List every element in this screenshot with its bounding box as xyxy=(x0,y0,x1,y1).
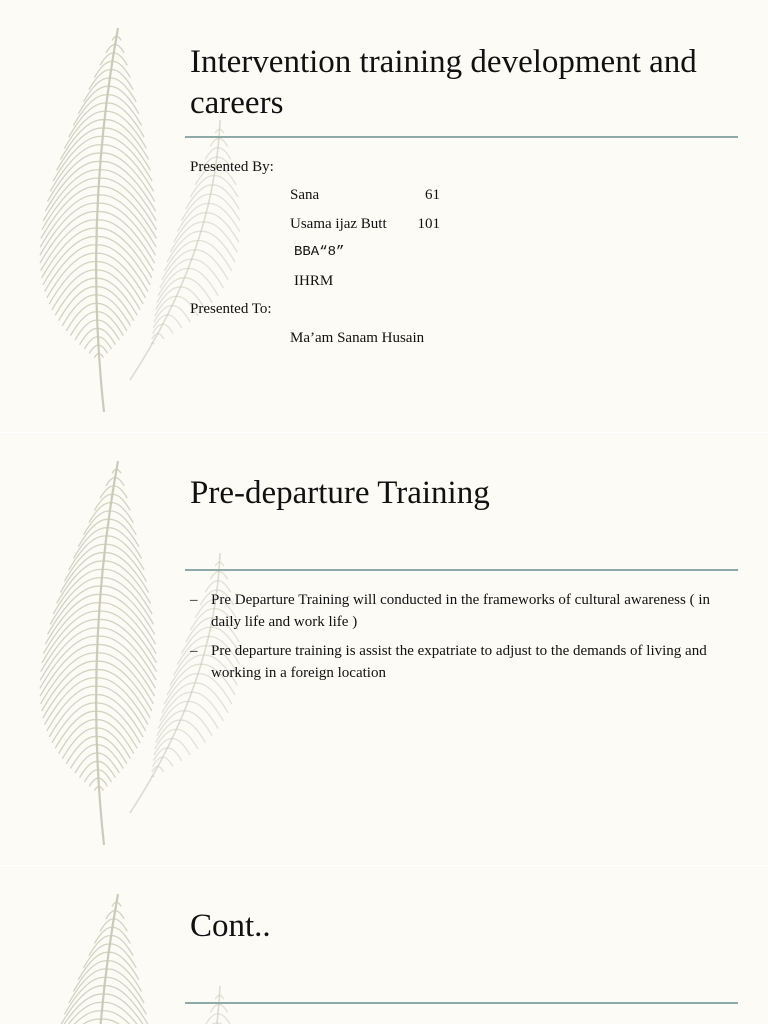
title-divider xyxy=(185,1002,738,1004)
dash-marker: – xyxy=(190,643,198,659)
course-label: IHRM xyxy=(294,273,334,289)
slide-title: Intervention training development and careers xyxy=(190,44,697,121)
presenter-roll: 101 xyxy=(417,216,440,232)
bullet-text: Pre Departure Training will conducted in the frameworks of cultural awareness ( in daily life and work life ) xyxy=(211,592,711,630)
class-label: BBA“8” xyxy=(294,244,345,260)
presented-by-label: Presented By: xyxy=(190,159,274,175)
slide-title: Pre-departure Training xyxy=(190,475,490,511)
list-item xyxy=(190,641,720,684)
presented-to-label: Presented To: xyxy=(190,301,272,317)
bullet-text: Pre departure training is assist the expatriate to adjust to the demands of living and working in a foreign location xyxy=(211,643,707,681)
title-divider xyxy=(185,136,738,138)
slide-2 xyxy=(0,433,768,865)
bullet-list xyxy=(190,590,720,692)
slide-1 xyxy=(0,0,768,432)
presenter-name: Sana xyxy=(290,187,320,203)
title-divider xyxy=(185,569,738,571)
slide-title: Cont.. xyxy=(190,908,271,944)
presenter-name: Usama ijaz Butt xyxy=(290,216,387,232)
teacher-name: Ma’am Sanam Husain xyxy=(290,330,425,346)
list-item xyxy=(190,590,720,633)
presenter-roll: 61 xyxy=(425,187,440,203)
slide-3 xyxy=(0,866,768,1024)
dash-marker: – xyxy=(190,592,198,608)
